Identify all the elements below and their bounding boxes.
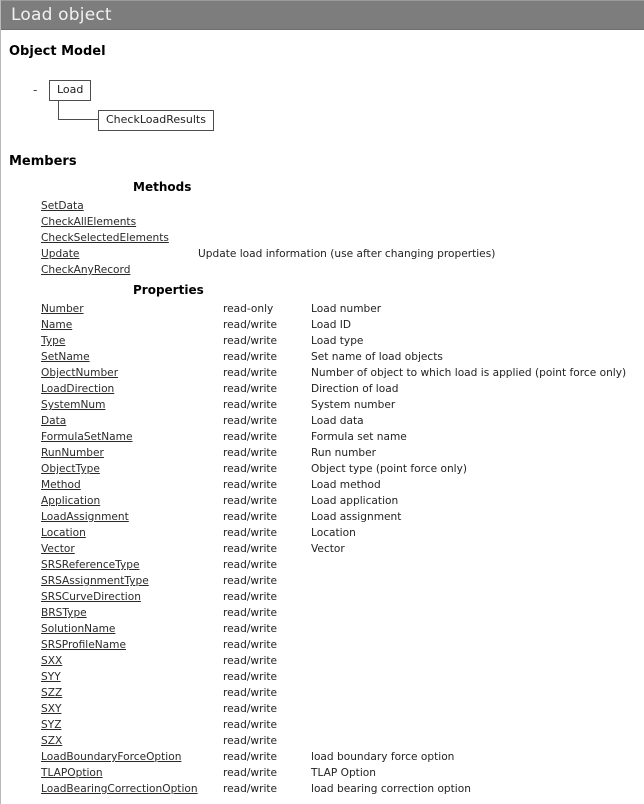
property-description (311, 637, 644, 653)
property-access: read/write (223, 767, 278, 779)
methods-table (1, 198, 644, 278)
property-row (1, 493, 644, 509)
object-model-heading: Object Model (9, 44, 106, 59)
property-row (1, 749, 644, 765)
property-link[interactable]: SetName (41, 351, 90, 363)
property-row (1, 733, 644, 749)
property-link[interactable]: SZX (41, 735, 63, 747)
row-gutter (1, 333, 41, 349)
property-description: Direction of load (311, 383, 399, 395)
method-link[interactable]: CheckSelectedElements (41, 232, 169, 244)
row-gutter (1, 381, 41, 397)
property-description: Run number (311, 447, 377, 459)
property-row (1, 461, 644, 477)
property-row (1, 765, 644, 781)
method-link[interactable]: SetData (41, 200, 84, 212)
property-description: System number (311, 399, 396, 411)
property-row (1, 621, 644, 637)
row-gutter (1, 349, 41, 365)
property-description: Load data (311, 415, 364, 427)
property-link[interactable]: RunNumber (41, 447, 104, 459)
property-description: Formula set name (311, 431, 407, 443)
collapse-toggle-icon[interactable]: - (33, 83, 38, 97)
properties-subheading: Properties (133, 283, 204, 297)
property-row (1, 333, 644, 349)
property-row (1, 317, 644, 333)
method-description (198, 230, 644, 246)
property-row (1, 605, 644, 621)
property-link[interactable]: TLAPOption (41, 767, 103, 779)
property-link[interactable]: SYZ (41, 719, 62, 731)
row-gutter (1, 214, 41, 230)
row-gutter (1, 557, 41, 573)
property-link[interactable]: Application (41, 495, 101, 507)
property-description: load boundary force option (311, 751, 455, 763)
property-row (1, 781, 644, 797)
method-link[interactable]: CheckAllElements (41, 216, 137, 228)
row-gutter (1, 781, 41, 797)
property-row (1, 397, 644, 413)
property-description: Load ID (311, 319, 352, 331)
tree-node-load[interactable]: Load (49, 80, 91, 101)
property-row (1, 541, 644, 557)
method-link[interactable]: Update (41, 248, 80, 260)
properties-table (1, 301, 644, 797)
row-gutter (1, 637, 41, 653)
property-row (1, 589, 644, 605)
property-access: read/write (223, 703, 278, 715)
row-gutter (1, 717, 41, 733)
property-access: read/write (223, 559, 278, 571)
property-description (311, 653, 644, 669)
object-model-tree (9, 80, 644, 132)
property-link[interactable]: SystemNum (41, 399, 106, 411)
property-description: Number of object to which load is applied (point force only) (311, 367, 627, 379)
property-description (311, 733, 644, 749)
property-row (1, 685, 644, 701)
row-gutter (1, 198, 41, 214)
property-access: read/write (223, 655, 278, 667)
property-description: Location (311, 527, 356, 539)
property-description: Vector (311, 543, 345, 555)
property-description: TLAP Option (311, 767, 376, 779)
property-link[interactable]: LoadDirection (41, 383, 115, 395)
row-gutter (1, 317, 41, 333)
property-link[interactable]: SRSAssignmentType (41, 575, 149, 587)
property-description: Load number (311, 303, 382, 315)
property-access: read/write (223, 415, 278, 427)
property-link[interactable]: BRSType (41, 607, 87, 619)
method-description (198, 214, 644, 230)
property-row (1, 413, 644, 429)
property-access: read/write (223, 511, 278, 523)
row-gutter (1, 246, 41, 262)
property-link[interactable]: SRSProfileName (41, 639, 127, 651)
row-gutter (1, 541, 41, 557)
property-link[interactable]: ObjectNumber (41, 367, 119, 379)
property-link[interactable]: SZZ (41, 687, 63, 699)
property-row (1, 301, 644, 317)
tree-connector-line (58, 100, 98, 120)
property-description (311, 669, 644, 685)
row-gutter (1, 445, 41, 461)
property-access: read/write (223, 527, 278, 539)
property-access: read/write (223, 335, 278, 347)
row-gutter (1, 397, 41, 413)
row-gutter (1, 621, 41, 637)
property-access: read/write (223, 751, 278, 763)
row-gutter (1, 701, 41, 717)
method-row (1, 246, 644, 262)
property-access: read/write (223, 367, 278, 379)
property-link[interactable]: SolutionName (41, 623, 116, 635)
property-access: read-only (223, 303, 274, 315)
method-description: Update load information (use after changing properties) (198, 248, 496, 260)
property-access: read/write (223, 687, 278, 699)
property-link[interactable]: LoadAssignment (41, 511, 129, 523)
row-gutter (1, 262, 41, 278)
row-gutter (1, 365, 41, 381)
row-gutter (1, 573, 41, 589)
property-access: read/write (223, 783, 278, 795)
tree-node-checkloadresults[interactable]: CheckLoadResults (98, 110, 214, 131)
method-description (198, 198, 644, 214)
methods-subheading: Methods (133, 180, 192, 194)
property-description: Load method (311, 479, 381, 491)
property-description: Object type (point force only) (311, 463, 468, 475)
property-access: read/write (223, 623, 278, 635)
property-access: read/write (223, 447, 278, 459)
property-row (1, 445, 644, 461)
property-row (1, 669, 644, 685)
property-description (311, 557, 644, 573)
method-description (198, 262, 644, 278)
property-link[interactable]: FormulaSetName (41, 431, 133, 443)
property-access: read/write (223, 319, 278, 331)
property-access: read/write (223, 479, 278, 491)
row-gutter (1, 413, 41, 429)
property-row (1, 509, 644, 525)
row-gutter (1, 509, 41, 525)
property-description: Load application (311, 495, 399, 507)
property-link[interactable]: Type (41, 335, 66, 347)
property-access: read/write (223, 495, 278, 507)
property-link[interactable]: Name (41, 319, 73, 331)
property-description (311, 685, 644, 701)
members-heading: Members (9, 154, 77, 169)
method-row (1, 214, 644, 230)
row-gutter (1, 685, 41, 701)
property-link[interactable]: LoadBoundaryForceOption (41, 751, 182, 763)
property-access: read/write (223, 607, 278, 619)
property-row (1, 637, 644, 653)
property-link[interactable]: SRSCurveDirection (41, 591, 141, 603)
method-row (1, 198, 644, 214)
property-row (1, 717, 644, 733)
property-access: read/write (223, 719, 278, 731)
row-gutter (1, 525, 41, 541)
property-description: Set name of load objects (311, 351, 443, 363)
property-link[interactable]: SRSReferenceType (41, 559, 140, 571)
method-row (1, 230, 644, 246)
row-gutter (1, 589, 41, 605)
row-gutter (1, 733, 41, 749)
row-gutter (1, 230, 41, 246)
property-link[interactable]: ObjectType (41, 463, 100, 475)
property-access: read/write (223, 671, 278, 683)
property-access: read/write (223, 399, 278, 411)
property-access: read/write (223, 735, 278, 747)
property-row (1, 365, 644, 381)
property-description: Load type (311, 335, 364, 347)
method-row (1, 262, 644, 278)
property-description (311, 701, 644, 717)
property-row (1, 573, 644, 589)
property-row (1, 477, 644, 493)
property-access: read/write (223, 575, 278, 587)
row-gutter (1, 653, 41, 669)
row-gutter (1, 765, 41, 781)
row-gutter (1, 301, 41, 317)
property-description (311, 573, 644, 589)
property-link[interactable]: Method (41, 479, 81, 491)
property-link[interactable]: LoadBearingCorrectionOption (41, 783, 198, 795)
property-access: read/write (223, 639, 278, 651)
row-gutter (1, 461, 41, 477)
row-gutter (1, 493, 41, 509)
row-gutter (1, 749, 41, 765)
row-gutter (1, 605, 41, 621)
page-title: Load object (1, 0, 644, 30)
row-gutter (1, 429, 41, 445)
property-link[interactable]: SXX (41, 655, 63, 667)
row-gutter (1, 477, 41, 493)
property-row (1, 653, 644, 669)
property-description (311, 717, 644, 733)
property-row (1, 525, 644, 541)
property-link[interactable]: SXY (41, 703, 62, 715)
property-link[interactable]: Vector (41, 543, 75, 555)
property-access: read/write (223, 463, 278, 475)
row-gutter (1, 669, 41, 685)
property-row (1, 349, 644, 365)
property-row (1, 429, 644, 445)
property-description (311, 605, 644, 621)
property-description: Load assignment (311, 511, 402, 523)
property-description: load bearing correction option (311, 783, 471, 795)
method-link[interactable]: CheckAnyRecord (41, 264, 131, 276)
property-access: read/write (223, 383, 278, 395)
property-row (1, 381, 644, 397)
property-row (1, 701, 644, 717)
property-link[interactable]: Number (41, 303, 84, 315)
property-access: read/write (223, 351, 278, 363)
property-access: read/write (223, 431, 278, 443)
property-link[interactable]: Location (41, 527, 86, 539)
property-row (1, 557, 644, 573)
property-access: read/write (223, 543, 278, 555)
property-description (311, 621, 644, 637)
property-link[interactable]: Data (41, 415, 67, 427)
property-description (311, 589, 644, 605)
property-link[interactable]: SYY (41, 671, 61, 683)
property-access: read/write (223, 591, 278, 603)
